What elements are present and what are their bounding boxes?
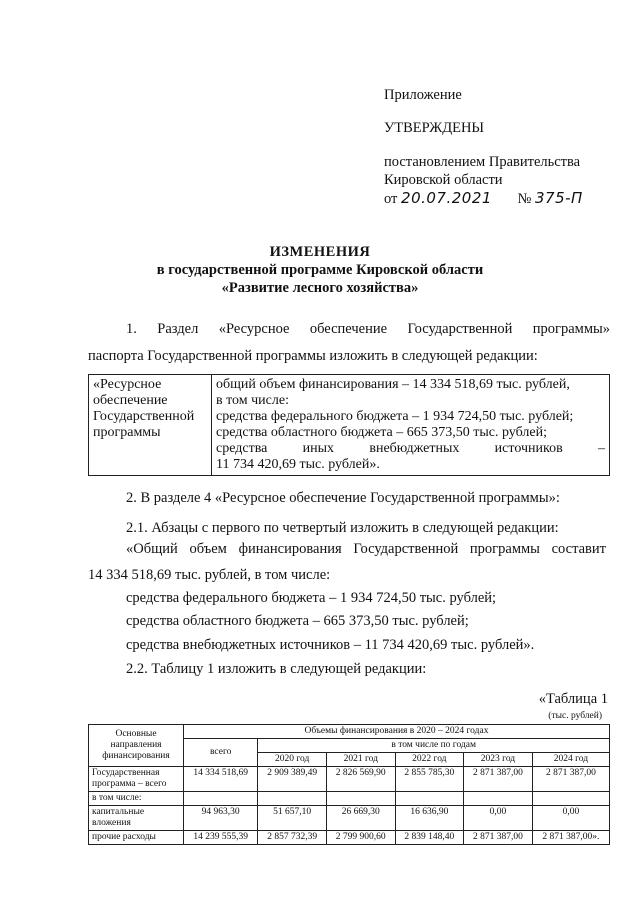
- regional-budget-line: средства областного бюджета – 665 373,50 тыс. рублей;: [126, 613, 469, 629]
- cell-value: 2 857 732,39: [258, 831, 327, 845]
- cell-value: 0,00: [464, 806, 533, 831]
- cell-value: [395, 792, 464, 806]
- paragraph-2-1: 2.1. Абзацы с первого по четвертый изложить в следующей редакции:: [126, 520, 559, 536]
- table-unit-label: (тыс. рублей): [548, 711, 602, 721]
- table-header-row: [89, 725, 610, 739]
- header-total: всего: [184, 739, 258, 767]
- header-volumes: Объемы финансирования в 2020 – 2024 годах: [184, 725, 610, 739]
- number-label: №: [517, 191, 532, 207]
- paragraph-1-line-2: паспорта Государственной программы изложить в следующей редакции:: [88, 348, 538, 364]
- cell-value: 16 636,90: [395, 806, 464, 831]
- extrabudgetary-line: средства внебюджетных источников – 11 734 420,69 тыс. рублей».: [126, 637, 535, 653]
- row-label: в том числе:: [89, 792, 184, 806]
- cell-value: 51 657,10: [258, 806, 327, 831]
- header-directions: Основные направления финансирования: [89, 725, 184, 767]
- handwritten-date: 20.07.2021: [401, 189, 492, 207]
- cell-value: 26 669,30: [326, 806, 395, 831]
- heading-line-2: в государственной программе Кировской области: [156, 262, 484, 278]
- cell-value: [464, 792, 533, 806]
- table-row: [89, 831, 610, 845]
- cell-value: 2 871 387,00».: [532, 831, 609, 845]
- right-line: средства областного бюджета – 665 373,50 тыс. рублей;: [216, 425, 547, 440]
- table-row: [89, 375, 610, 476]
- left-line: программы: [93, 425, 161, 440]
- table-row: [89, 792, 610, 806]
- paragraph-2-2: 2.2. Таблицу 1 изложить в следующей редакции:: [126, 661, 427, 677]
- table-row: [89, 806, 610, 831]
- cell-total: 14 239 555,39: [184, 831, 258, 845]
- resource-provision-table: [88, 374, 610, 476]
- handwritten-number: 375-П: [535, 189, 583, 207]
- cell-value: 2 839 148,40: [395, 831, 464, 845]
- header-year: 2024 год: [532, 753, 609, 767]
- heading-line-3: «Развитие лесного хозяйства»: [221, 280, 419, 296]
- paragraph-2: 2. В разделе 4 «Ресурсное обеспечение Государственной программы»:: [126, 490, 560, 506]
- document-heading: [60, 243, 580, 297]
- row-label: Государственная программа – всего: [89, 767, 184, 792]
- header-year: 2020 год: [258, 753, 327, 767]
- financing-table: [88, 724, 610, 845]
- cell-total: 14 334 518,69: [184, 767, 258, 792]
- row-label: прочие расходы: [89, 831, 184, 845]
- cell-value: 2 871 387,00: [464, 767, 533, 792]
- date-prefix: от: [384, 191, 398, 207]
- right-line: в том числе:: [216, 393, 289, 408]
- header-by-years: в том числе по годам: [258, 739, 610, 753]
- appendix-label: Приложение: [384, 87, 462, 103]
- approved-label: УТВЕРЖДЕНЫ: [384, 120, 485, 136]
- quote-line-2: 14 334 518,69 тыс. рублей, в том числе:: [88, 567, 331, 583]
- cell-value: 2 909 389,49: [258, 767, 327, 792]
- right-line: общий объем финансирования – 14 334 518,69 тыс. рублей,: [216, 377, 570, 392]
- cell-value: [532, 792, 609, 806]
- cell-value: 2 855 785,30: [395, 767, 464, 792]
- header-year: 2023 год: [464, 753, 533, 767]
- table-row: [89, 767, 610, 792]
- left-line: «Ресурсное: [93, 377, 162, 392]
- heading-title: ИЗМЕНЕНИЯ: [269, 244, 371, 260]
- cell-value: 2 871 387,00: [464, 831, 533, 845]
- cell-value: 2 871 387,00: [532, 767, 609, 792]
- approval-line-2: Кировской области: [384, 172, 503, 188]
- approval-block: [384, 86, 624, 208]
- left-line: обеспечение: [93, 393, 168, 408]
- cell-value: [258, 792, 327, 806]
- cell-value: 0,00: [532, 806, 609, 831]
- resource-table-left-cell: [89, 375, 212, 476]
- right-line: средства иных внебюджетных источников –: [216, 441, 605, 456]
- cell-value: [326, 792, 395, 806]
- right-line: средства федерального бюджета – 1 934 724,50 тыс. рублей;: [216, 409, 574, 424]
- approval-date-line: [384, 189, 624, 208]
- federal-budget-line: средства федерального бюджета – 1 934 724,50 тыс. рублей;: [126, 590, 497, 606]
- header-year: 2022 год: [395, 753, 464, 767]
- cell-total: 94 963,30: [184, 806, 258, 831]
- cell-value: 2 799 900,60: [326, 831, 395, 845]
- resource-table-right-cell: [212, 375, 610, 476]
- cell-total: [184, 792, 258, 806]
- right-line: 11 734 420,69 тыс. рублей».: [216, 457, 380, 472]
- left-line: Государственной: [93, 409, 195, 424]
- quote-line-1: «Общий объем финансирования Государственной программы составит: [126, 541, 606, 557]
- header-year: 2021 год: [326, 753, 395, 767]
- cell-value: 2 826 569,90: [326, 767, 395, 792]
- paragraph-1-line-1: 1. Раздел «Ресурсное обеспечение Государственной программы»: [126, 321, 610, 337]
- row-label: капитальные вложения: [89, 806, 184, 831]
- approval-line-1: постановлением Правительства: [384, 154, 581, 170]
- table-1-label: «Таблица 1: [538, 691, 608, 707]
